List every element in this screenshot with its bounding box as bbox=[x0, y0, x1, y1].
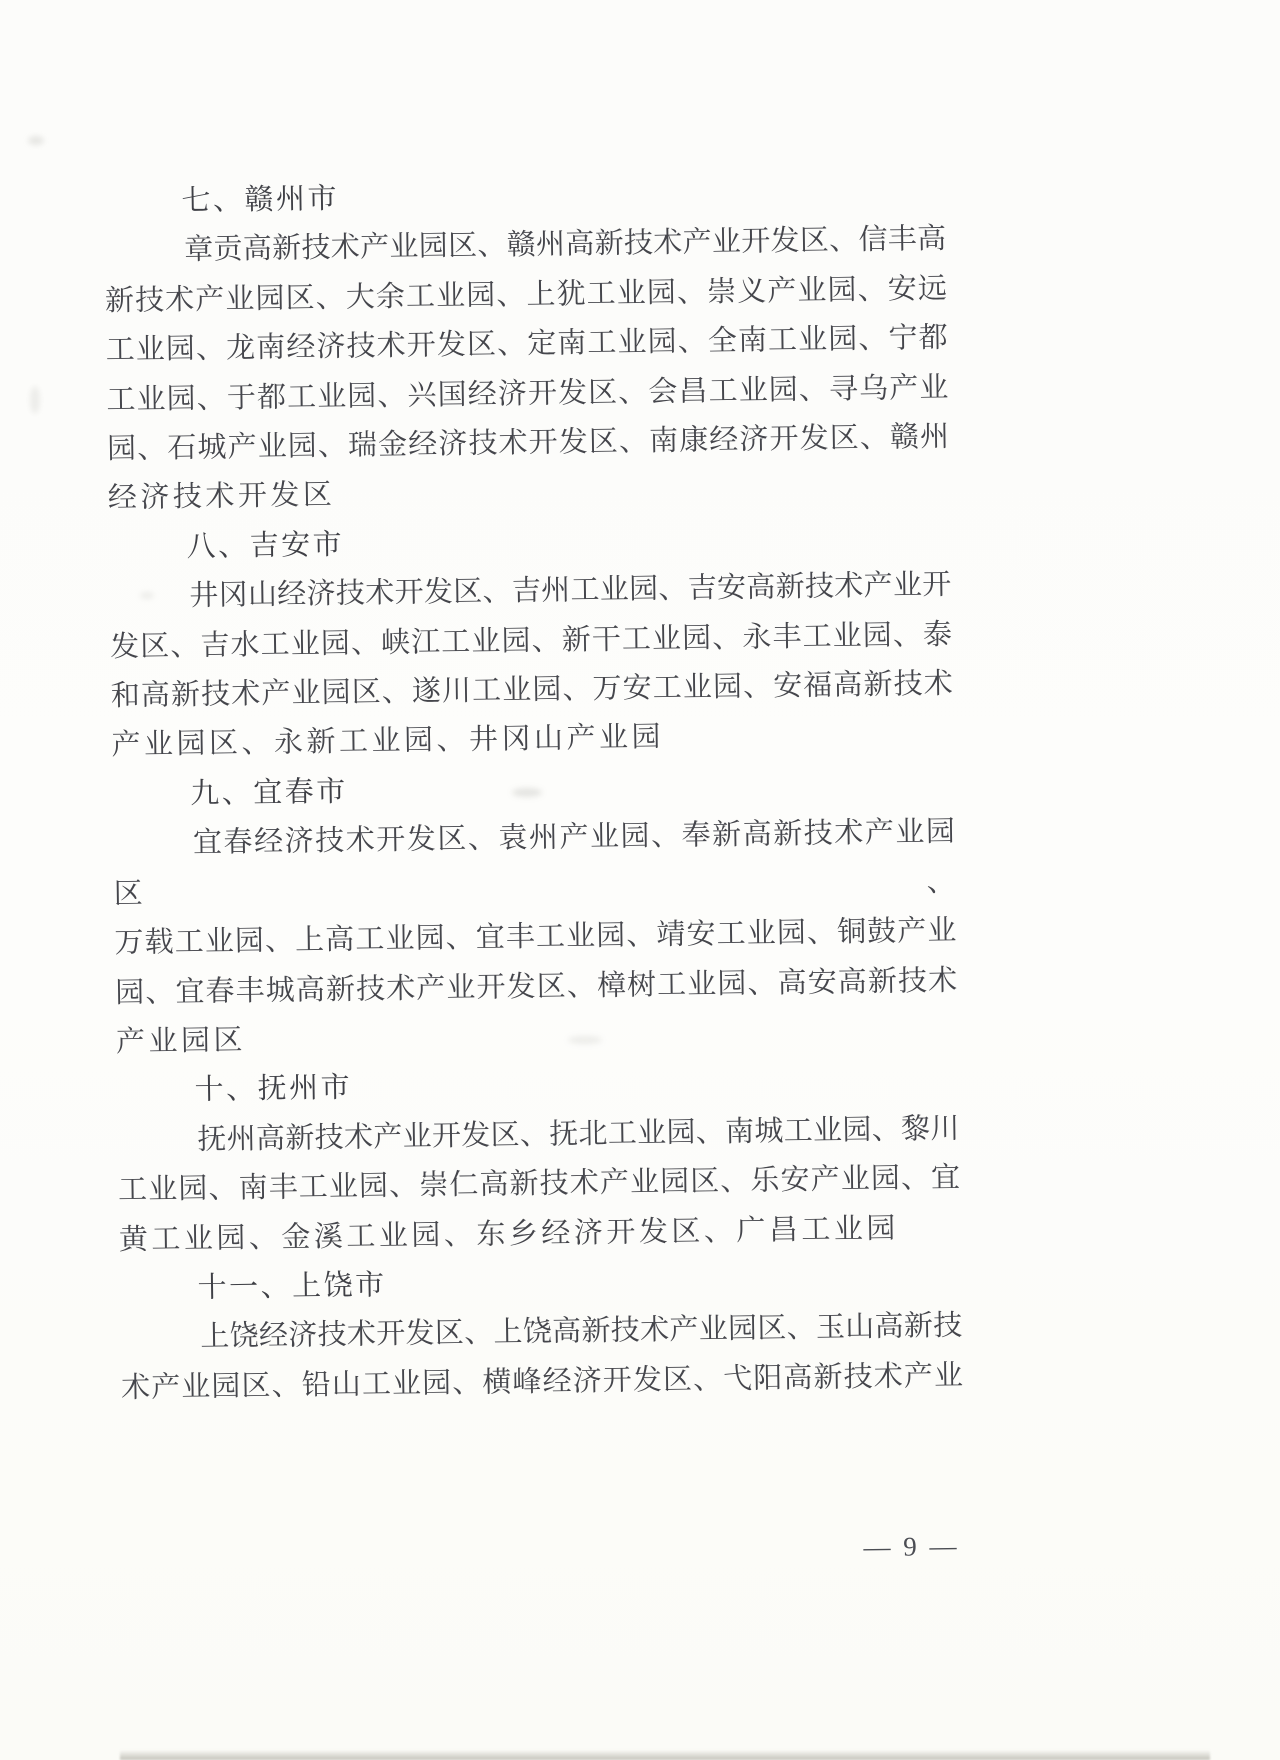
body-line: 术产业园区、铅山工业园、横峰经济开发区、弋阳高新技术产业 bbox=[120, 1359, 964, 1404]
body-line: 新技术产业园区、大余工业园、上犹工业园、崇义产业园、安远 bbox=[104, 272, 948, 318]
body-line: 工业园、南丰工业园、崇仁高新技术产业园区、乐安产业园、宜 bbox=[117, 1161, 961, 1207]
section-heading: 七、赣州市 bbox=[181, 182, 340, 218]
section-jian bbox=[108, 512, 954, 771]
body-line: 经济技术开发区 bbox=[107, 479, 336, 515]
body-line: 上饶经济技术开发区、上饶高新技术产业园区、玉山高新技 bbox=[200, 1310, 963, 1354]
body-line: 发区、吉水工业园、峡江工业园、新干工业园、永丰工业园、泰 bbox=[109, 618, 953, 663]
body-line: 万载工业园、上高工业园、宜丰工业园、靖安工业园、铜鼓产业 bbox=[114, 914, 957, 960]
section-heading: 十一、上饶市 bbox=[197, 1269, 387, 1304]
section-ganzhou bbox=[103, 166, 950, 524]
body-line: 工业园、于都工业园、兴国经济开发区、会昌工业园、寻乌产业 bbox=[106, 371, 949, 416]
section-heading: 八、吉安市 bbox=[186, 528, 345, 563]
body-line: 产业园区、永新工业园、井冈山产业园 bbox=[111, 721, 665, 762]
scan-artifact bbox=[30, 386, 40, 414]
section-heading: 十、抚州市 bbox=[194, 1072, 353, 1107]
section-shangrao bbox=[119, 1253, 963, 1414]
section-yichun bbox=[112, 759, 958, 1068]
section-fuzhou bbox=[116, 1055, 961, 1265]
body-line: 园、石城产业园、瑞金经济技术开发区、南康经济开发区、赣州 bbox=[106, 420, 950, 466]
page-number: — 9 — bbox=[863, 1530, 960, 1563]
body-line: 工业园、龙南经济技术开发区、定南工业园、全南工业园、宁都 bbox=[105, 322, 948, 367]
body-line: 和高新技术产业园区、遂川工业园、万安工业园、安福高新技术 bbox=[110, 667, 953, 713]
document-text-block bbox=[103, 166, 966, 1608]
body-line: 章贡高新技术产业园区、赣州高新技术产业开发区、信丰高 bbox=[183, 223, 947, 267]
body-line: 宜春经济技术开发区、袁州产业园、奉新高新技术产业园区、 bbox=[113, 816, 956, 910]
section-heading: 九、宜春市 bbox=[190, 775, 349, 810]
scanner-edge-shadow bbox=[120, 1750, 1210, 1760]
body-line: 井冈山经济技术开发区、吉州工业园、吉安高新技术产业开 bbox=[189, 569, 952, 613]
body-line: 抚州高新技术产业开发区、抚北工业园、南城工业园、黎川 bbox=[197, 1112, 960, 1156]
body-line: 黄工业园、金溪工业园、东乡经济开发区、广昌工业园 bbox=[118, 1212, 900, 1256]
body-line: 产业园区 bbox=[115, 1024, 247, 1059]
scan-artifact bbox=[28, 136, 44, 145]
body-line: 园、宜春丰城高新技术产业开发区、樟树工业园、高安高新技术 bbox=[114, 964, 958, 1009]
